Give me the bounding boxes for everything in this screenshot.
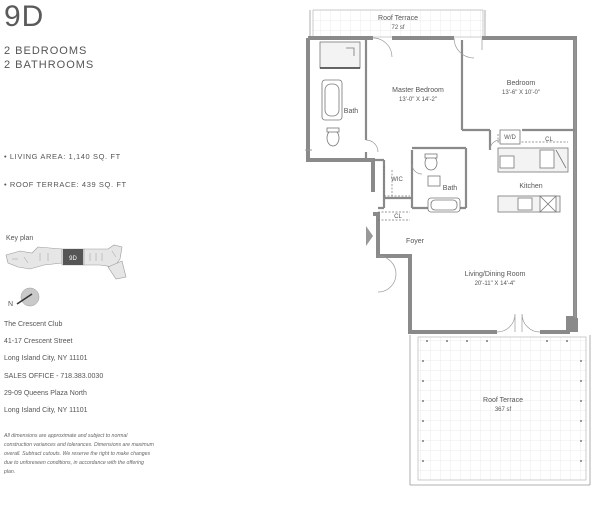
master-bath-fixtures [320,42,360,146]
roof-terrace-area: • ROOF TERRACE: 439 SQ. FT [4,180,127,189]
label-bath-second: Bath [442,185,458,192]
key-plan-label: Key plan [6,235,34,242]
label-bedroom: Bedroom [506,80,536,87]
compass-north-label: N [8,301,14,308]
label-closet-foyer: CL [394,214,402,220]
entry-marker [366,226,373,246]
label-wd: W/D [504,135,516,141]
label-kitchen: Kitchen [519,183,543,190]
key-plan-unit-tag: 9D [69,256,77,262]
label-closet-bedroom: CL [545,137,553,143]
bedrooms-count: 2 BEDROOMS [4,45,88,57]
bathrooms-count: 2 BATHROOMS [4,59,95,71]
unit-title: 9D [4,0,45,33]
label-roof-terrace-bottom: Roof Terrace [483,397,523,404]
second-bath-fixtures [425,154,460,212]
label-roof-terrace-top: Roof Terrace [378,15,418,22]
building-city: Long Island City, NY 11101 [4,355,88,362]
label-roof-terrace-bottom-area: 367 sf [494,407,512,413]
building-street: 41-17 Crescent Street [4,338,73,345]
label-bath-master: Bath [343,108,359,115]
label-living-dining: Living/Dining Room [464,271,526,278]
label-master-bedroom: Master Bedroom [392,87,444,94]
label-living-dining-dim: 20'-11" X 14'-4" [474,281,516,287]
building-name: The Crescent Club [4,321,63,328]
sales-phone: SALES OFFICE - 718.383.0030 [4,373,104,380]
label-bedroom-dim: 13'-6" X 10'-0" [502,90,540,96]
sales-street: 29-09 Queens Plaza North [4,390,87,397]
label-master-bedroom-dim: 13'-0" X 14'-2" [399,97,437,103]
label-roof-terrace-top-area: 72 sf [391,25,405,31]
label-foyer: Foyer [406,238,424,245]
disclaimer-text: All dimensions are approximate and subject to normal construction variances and tolerances. Dimensions are maximum overall. Subtract cutouts. We reserve the right to make changes due to unforeseen conditions, in accordance with the offering plan. [4,433,154,475]
label-wic: WIC [391,177,403,183]
sales-city: Long Island City, NY 11101 [4,407,88,414]
living-area: • LIVING AREA: 1,140 SQ. FT [4,152,121,161]
